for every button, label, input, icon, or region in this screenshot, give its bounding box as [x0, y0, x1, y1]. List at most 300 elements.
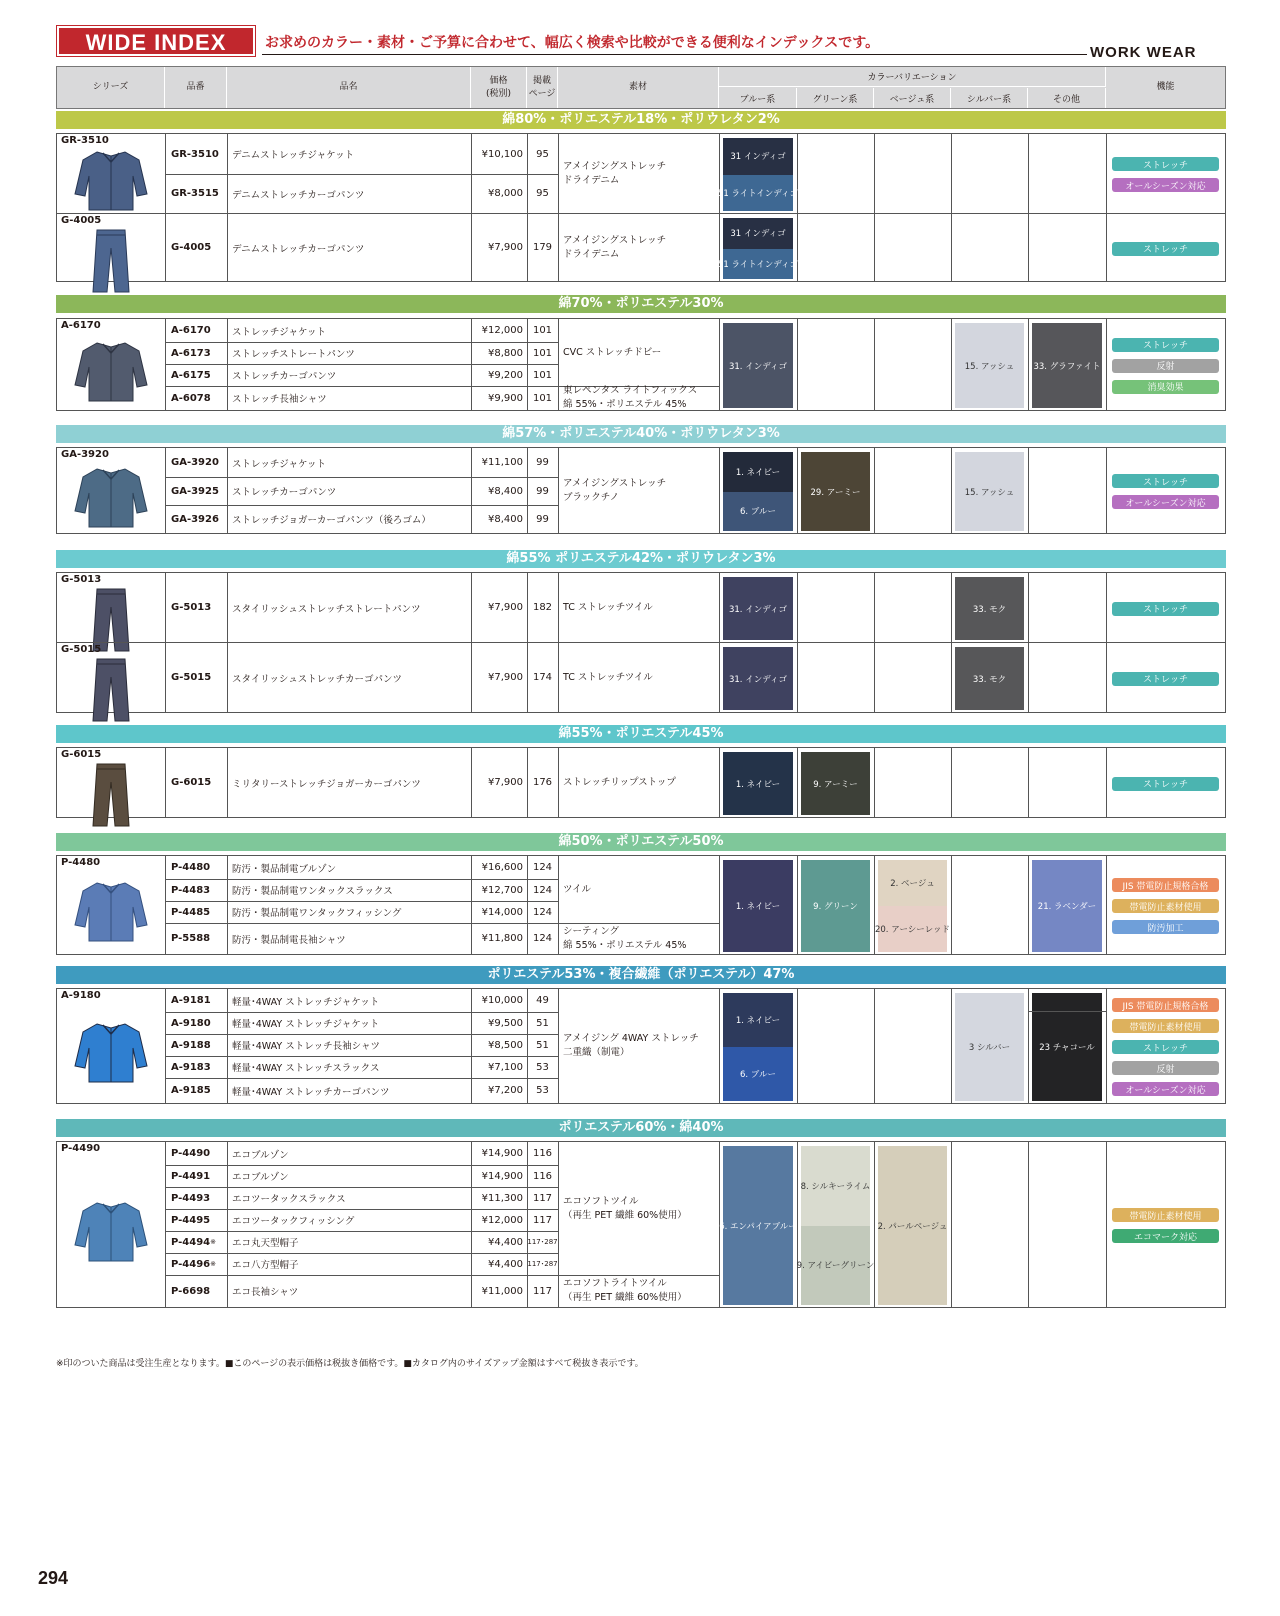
product-code: [171, 989, 211, 1012]
col-page: 掲載 ページ: [527, 67, 558, 108]
product-price: ¥7,900: [488, 777, 523, 788]
column-divider: [719, 989, 720, 1103]
series-label: G-5015: [61, 644, 102, 655]
product-price: ¥14,900: [481, 1148, 523, 1159]
product-code: [171, 856, 210, 879]
product-code: [171, 342, 211, 364]
product-code: [171, 448, 219, 477]
column-divider: [797, 214, 798, 281]
product-image-jacket-4way: [71, 1020, 151, 1088]
product-code-text: P-4491: [171, 1170, 211, 1182]
product-code-text: P-6698: [171, 1285, 211, 1297]
product-name: ストレッチカーゴパンツ: [232, 487, 337, 498]
column-divider: [1106, 134, 1107, 213]
product-code: [171, 573, 211, 642]
product-code: [171, 923, 210, 954]
column-divider: [951, 214, 952, 281]
color-swatch: 3 シルバー: [955, 993, 1024, 1101]
product-name: 軽量･4WAY ストレッチカーゴパンツ: [232, 1086, 390, 1098]
col-color-variation: カラーバリエーション: [719, 67, 1106, 87]
product-price: ¥8,800: [488, 347, 523, 359]
column-divider: [1106, 573, 1107, 642]
product-price: ¥11,800: [481, 933, 523, 944]
made-to-order-mark: ※: [210, 1260, 217, 1268]
product-price: ¥7,900: [488, 672, 523, 683]
product-code-text: A-6170: [171, 325, 211, 336]
column-divider: [558, 448, 559, 533]
category-label: WORK WEAR: [1090, 44, 1197, 61]
product-price: ¥10,000: [481, 995, 523, 1006]
feature-badge: ストレッチ: [1112, 1040, 1219, 1054]
product-code: [171, 319, 211, 342]
color-swatch: 9. アーミー: [801, 752, 870, 815]
product-code: [171, 1142, 210, 1165]
product-price: ¥10,100: [481, 148, 523, 160]
product-price: ¥12,700: [481, 884, 523, 896]
product-name: スタイリッシュストレッチストレートパンツ: [232, 603, 421, 615]
column-divider: [1106, 319, 1107, 410]
catalog-page: 95: [536, 188, 549, 199]
column-divider: [951, 1142, 952, 1307]
column-divider: [558, 643, 559, 712]
column-divider: [874, 134, 875, 213]
material-text: エコソフトライトツイル （再生 PET 繊維 60%使用）: [563, 1278, 687, 1303]
product-name: 軽量･4WAY ストレッチジャケット: [232, 1019, 380, 1030]
column-divider: [165, 748, 166, 817]
product-name: 軽量･4WAY ストレッチスラックス: [232, 1063, 380, 1074]
material-text: ストレッチリップストップ: [563, 776, 676, 788]
product-name: 防汚・製品制電ワンタックフィッシング: [232, 908, 402, 919]
column-divider: [558, 214, 559, 281]
catalog-page: 124: [532, 933, 553, 944]
section-band-4: 綿55%・ポリエステル45%: [56, 725, 1226, 743]
product-price: ¥11,100: [481, 457, 523, 468]
catalog-page: 99: [536, 485, 549, 497]
col-silver: シルバー系: [951, 88, 1028, 108]
column-divider: [1028, 573, 1029, 642]
product-code-text: P-4485: [171, 906, 211, 918]
product-name: 軽量･4WAY ストレッチジャケット: [232, 996, 380, 1008]
footnote: ※印のついた商品は受注生産となります。■このページの表示価格は税抜き価格です。■カタログ内のサイズアップ金額はすべて税抜き表示です。: [56, 1359, 644, 1369]
product-price: ¥9,500: [488, 1017, 523, 1029]
column-divider: [1028, 214, 1029, 281]
column-divider: [227, 643, 228, 712]
material-text: アメイジングストレッチ ドライデニム: [563, 160, 667, 186]
color-swatch: 6. ブルー: [723, 1047, 793, 1101]
column-divider: [1028, 748, 1029, 817]
product-price: ¥7,900: [488, 242, 523, 253]
series-label: A-6170: [61, 320, 101, 331]
column-divider: [165, 1142, 166, 1307]
product-name: 防汚・製品制電ワンタックスラックス: [232, 886, 393, 897]
product-group-GA-3920: [56, 447, 1226, 534]
column-divider: [797, 319, 798, 410]
color-swatch: 1. ネイビー: [723, 452, 793, 492]
product-name: ストレッチ長袖シャツ: [232, 394, 327, 405]
column-divider: [951, 134, 952, 213]
series-label: P-4480: [61, 857, 101, 868]
product-price: ¥8,400: [488, 485, 523, 497]
material-text: アメイジング 4WAY ストレッチ 二重織（制電）: [563, 1033, 699, 1058]
product-group-G-5015: [56, 642, 1226, 713]
column-divider: [951, 856, 952, 954]
product-name: ミリタリーストレッチジョガーカーゴパンツ: [232, 778, 421, 790]
product-code-text: P-4493: [171, 1192, 211, 1204]
column-divider: [1106, 989, 1107, 1103]
product-group-GR-3510: [56, 133, 1226, 214]
catalog-page: 53: [536, 1061, 549, 1073]
product-name: エコ丸天型帽子: [232, 1238, 299, 1249]
product-name: 軽量･4WAY ストレッチ長袖シャツ: [232, 1041, 380, 1052]
product-image-pants-denim: [89, 228, 133, 298]
product-price: ¥11,000: [481, 1285, 523, 1297]
catalog-page: 116: [532, 1148, 553, 1159]
product-code-text: P-4496: [171, 1258, 211, 1270]
product-price: ¥8,500: [488, 1039, 523, 1051]
product-name: エコツータックフィッシング: [232, 1216, 355, 1227]
column-divider: [1106, 214, 1107, 281]
product-group-G-4005: [56, 213, 1226, 282]
feature-badge: ストレッチ: [1112, 474, 1219, 488]
product-name: デニムストレッチジャケット: [232, 150, 355, 161]
product-name: デニムストレッチカーゴパンツ: [232, 189, 365, 201]
color-swatch: 23 チャコール: [1032, 993, 1102, 1101]
color-swatch: 31. インディゴ: [723, 323, 793, 408]
product-code-text: G-4005: [171, 242, 212, 253]
column-divider: [1106, 643, 1107, 712]
material-text: TC ストレッチツイル: [563, 671, 653, 683]
feature-badge: エコマーク対応: [1112, 1229, 1219, 1243]
column-divider: [797, 856, 798, 954]
column-divider: [1028, 1142, 1029, 1307]
product-code: [171, 1034, 211, 1056]
col-beige: ベージュ系: [874, 88, 951, 108]
column-divider: [227, 1142, 228, 1307]
color-swatch: 1. ネイビー: [723, 860, 793, 952]
column-divider: [951, 319, 952, 410]
column-divider: [797, 134, 798, 213]
feature-badge: 帯電防止素材使用: [1112, 1208, 1219, 1222]
feature-badge: JIS 帯電防止規格合格: [1112, 998, 1219, 1012]
section-band-5: 綿50%・ポリエステル50%: [56, 833, 1226, 851]
color-swatch: 1. ネイビー: [723, 752, 793, 815]
product-code: [171, 879, 210, 901]
product-code-text: GA-3920: [171, 457, 219, 468]
catalog-page: 124: [532, 862, 553, 873]
product-price: ¥12,000: [481, 325, 523, 336]
column-divider: [165, 989, 166, 1103]
column-divider: [165, 448, 166, 533]
product-code-text: A-9188: [171, 1039, 211, 1051]
color-swatch: 9. グリーン: [801, 860, 870, 952]
column-divider: [951, 989, 952, 1103]
catalog-page: 49: [536, 995, 549, 1006]
column-divider: [797, 748, 798, 817]
catalog-page: 117･287: [527, 1260, 558, 1268]
column-divider: [951, 448, 952, 533]
page-number: 294: [38, 1568, 69, 1588]
catalog-page: 51: [536, 1017, 549, 1029]
column-divider: [558, 573, 559, 642]
material-text: TC ストレッチツイル: [563, 601, 653, 613]
series-label: GA-3920: [61, 449, 109, 460]
product-price: ¥4,400: [488, 1258, 523, 1270]
column-divider: [558, 1142, 559, 1307]
column-divider: [558, 134, 559, 213]
feature-badge: ストレッチ: [1112, 602, 1219, 616]
product-name: エコ八方型帽子: [232, 1260, 299, 1271]
color-swatch: 51 ライトインディゴ: [723, 175, 793, 212]
product-code: [171, 364, 211, 386]
column-divider: [719, 319, 720, 410]
index-description: お求めのカラー・素材・ご予算に合わせて、幅広く検索や比較ができる便利なインデックスです。: [265, 35, 880, 51]
column-divider: [874, 643, 875, 712]
color-swatch: 20. アーシーレッド: [878, 906, 947, 952]
feature-badge: 帯電防止素材使用: [1112, 1019, 1219, 1033]
feature-badge: オールシーズン対応: [1112, 178, 1219, 192]
color-swatch: 1. ネイビー: [723, 993, 793, 1047]
product-code-text: A-6173: [171, 347, 211, 359]
product-price: ¥9,200: [488, 369, 523, 381]
color-swatch: 51 ライトインディゴ: [723, 249, 793, 280]
catalog-page: 117: [532, 1192, 553, 1204]
column-divider: [797, 573, 798, 642]
product-code: [171, 1253, 216, 1275]
section-band-1: 綿70%・ポリエステル30%: [56, 295, 1226, 313]
product-code-text: A-9180: [171, 1017, 211, 1029]
column-divider: [1028, 319, 1029, 410]
catalog-page: 101: [532, 369, 553, 381]
product-image-pants-jogger: [89, 762, 133, 832]
product-code-text: A-9185: [171, 1085, 211, 1096]
column-divider: [165, 214, 166, 281]
product-price: ¥7,200: [488, 1085, 523, 1096]
color-swatch: 15. アッシュ: [955, 323, 1024, 408]
column-divider: [719, 573, 720, 642]
column-divider: [719, 214, 720, 281]
wide-index-badge: WIDE INDEX: [57, 26, 255, 56]
feature-badge: 帯電防止素材使用: [1112, 899, 1219, 913]
product-price: ¥11,300: [481, 1192, 523, 1204]
series-label: P-4490: [61, 1143, 101, 1154]
catalog-page: 182: [532, 602, 553, 613]
color-swatch: 31. インディゴ: [723, 647, 793, 710]
column-divider: [558, 856, 559, 954]
column-divider: [1028, 989, 1029, 1103]
col-function: 機能: [1156, 82, 1175, 93]
column-divider: [797, 1142, 798, 1307]
section-band-2: 綿57%・ポリエステル40%・ポリウレタン3%: [56, 425, 1226, 443]
product-code-text: A-6175: [171, 369, 211, 381]
column-divider: [719, 856, 720, 954]
catalog-page: 174: [532, 672, 553, 683]
product-code: [171, 214, 211, 281]
catalog-page: 179: [532, 242, 553, 253]
product-name: デニムストレッチカーゴパンツ: [232, 243, 365, 255]
product-name: ストレッチカーゴパンツ: [232, 371, 337, 382]
product-image-jacket-denim: [71, 148, 151, 216]
catalog-page: 117: [532, 1285, 553, 1297]
product-image-blouson-eco: [71, 1199, 151, 1267]
col-series: シリーズ: [57, 67, 165, 108]
col-blue: ブルー系: [719, 88, 797, 108]
section-band-7: ポリエステル60%・綿40%: [56, 1119, 1226, 1137]
column-divider: [558, 989, 559, 1103]
column-divider: [227, 989, 228, 1103]
feature-badge: 防汚加工: [1112, 920, 1219, 934]
column-divider: [558, 319, 559, 410]
product-name: 防汚・製品制電ブルゾン: [232, 863, 337, 875]
product-group-P-4480: [56, 855, 1226, 955]
catalog-page: 51: [536, 1039, 549, 1051]
column-divider: [165, 856, 166, 954]
material-text: ツイル: [563, 883, 592, 895]
material-text: 東レペンタス ライトフィックス 綿 55%・ポリエステル 45%: [563, 385, 698, 410]
product-image-jacket-grey: [71, 339, 151, 407]
catalog-page: 101: [532, 392, 553, 404]
color-swatch: 15. アッシュ: [955, 452, 1024, 531]
product-name: エコブルゾン: [232, 1172, 289, 1183]
product-code-text: A-9181: [171, 995, 211, 1006]
product-code: [171, 386, 211, 410]
column-divider: [719, 448, 720, 533]
color-swatch: 31. インディゴ: [723, 577, 793, 640]
catalog-page: 99: [536, 457, 549, 468]
product-code-text: A-9183: [171, 1061, 211, 1073]
col-green: グリーン系: [797, 88, 874, 108]
product-code: [171, 505, 219, 533]
column-divider: [1106, 1142, 1107, 1307]
color-swatch: 6. エンパイアブルー: [723, 1146, 793, 1305]
product-image-blouson-blue: [71, 879, 151, 947]
color-swatch: 31 インディゴ: [723, 218, 793, 249]
color-swatch: 33. モク: [955, 577, 1024, 640]
product-code: [171, 1012, 211, 1034]
column-divider: [874, 448, 875, 533]
feature-badge: ストレッチ: [1112, 777, 1219, 791]
column-divider: [1028, 134, 1029, 213]
column-divider: [227, 573, 228, 642]
column-divider: [227, 856, 228, 954]
column-divider: [951, 573, 952, 642]
column-divider: [874, 214, 875, 281]
column-divider: [1106, 856, 1107, 954]
table-header: [56, 66, 1226, 109]
column-divider: [719, 643, 720, 712]
color-swatch: 21. ラベンダー: [1032, 860, 1102, 952]
product-group-P-4490: [56, 1141, 1226, 1308]
header-rule: [262, 54, 1087, 55]
col-material: 素材: [558, 67, 719, 108]
feature-badge: オールシーズン対応: [1112, 495, 1219, 509]
product-group-G-5013: [56, 572, 1226, 643]
catalog-page: 176: [532, 777, 553, 788]
color-swatch: 8. シルキーライム: [801, 1146, 870, 1226]
color-swatch: 6. ブルー: [723, 492, 793, 532]
col-name: 品名: [227, 67, 471, 108]
section-band-6: ポリエステル53%・複合繊維（ポリエステル）47%: [56, 966, 1226, 984]
feature-badge: 消臭効果: [1112, 380, 1219, 394]
product-price: ¥16,600: [481, 862, 523, 873]
product-code-text: G-5013: [171, 602, 212, 613]
product-price: ¥8,400: [488, 513, 523, 525]
column-divider: [797, 448, 798, 533]
feature-badge: ストレッチ: [1112, 672, 1219, 686]
feature-badge: ストレッチ: [1112, 242, 1219, 256]
color-swatch: 29. アーミー: [801, 452, 870, 531]
product-price: ¥9,900: [488, 392, 523, 404]
product-code: [171, 901, 210, 923]
product-code-text: P-5588: [171, 933, 211, 944]
column-divider: [1028, 856, 1029, 954]
product-price: ¥14,000: [481, 906, 523, 918]
column-divider: [874, 573, 875, 642]
material-text: シーティング 綿 55%・ポリエステル 45%: [563, 925, 687, 951]
swatch-divider: [1028, 1011, 1106, 1012]
column-divider: [951, 643, 952, 712]
column-divider: [874, 856, 875, 954]
catalog-page: 124: [532, 884, 553, 896]
column-divider: [1106, 448, 1107, 533]
column-divider: [874, 989, 875, 1103]
product-code: [171, 174, 219, 213]
catalog-page: 99: [536, 513, 549, 525]
product-code: [171, 643, 211, 712]
catalog-page: 117･287: [527, 1238, 558, 1246]
color-swatch: 2. ベージュ: [878, 860, 947, 906]
series-label: GR-3510: [61, 135, 109, 146]
product-code: [171, 1165, 210, 1187]
product-code-text: A-6078: [171, 392, 211, 404]
product-name: エコブルゾン: [232, 1149, 289, 1161]
product-name: スタイリッシュストレッチカーゴパンツ: [232, 673, 402, 685]
product-code-text: P-4495: [171, 1214, 211, 1226]
catalog-page: 124: [532, 906, 553, 918]
product-name: ストレッチストレートパンツ: [232, 349, 355, 360]
color-swatch: 9. アイビーグリーン: [801, 1226, 870, 1306]
series-label: G-4005: [61, 215, 102, 226]
feature-badge: 反射: [1112, 1061, 1219, 1075]
feature-badge: オールシーズン対応: [1112, 1082, 1219, 1096]
product-code: [171, 477, 219, 505]
column-divider: [874, 319, 875, 410]
catalog-page: 95: [536, 148, 549, 160]
feature-badge: JIS 帯電防止規格合格: [1112, 878, 1219, 892]
material-text: アメイジングストレッチ ドライデニム: [563, 234, 667, 260]
product-group-G-6015: [56, 747, 1226, 818]
material-text: エコソフトツイル （再生 PET 繊維 60%使用）: [563, 1195, 687, 1221]
column-divider: [719, 134, 720, 213]
product-code-text: GR-3515: [171, 188, 219, 199]
material-text: CVC ストレッチドビー: [563, 346, 662, 358]
column-divider: [874, 748, 875, 817]
product-code-text: GR-3510: [171, 148, 219, 160]
column-divider: [165, 643, 166, 712]
product-code-text: G-6015: [171, 777, 212, 788]
product-code-text: P-4494: [171, 1236, 211, 1248]
product-code: [171, 1078, 211, 1103]
product-price: ¥12,000: [481, 1214, 523, 1226]
column-divider: [1028, 643, 1029, 712]
column-divider: [227, 748, 228, 817]
feature-badge: 反射: [1112, 359, 1219, 373]
product-name: ストレッチジャケット: [232, 458, 327, 470]
column-divider: [797, 643, 798, 712]
product-code: [171, 1209, 210, 1231]
col-price: 価格 (税別): [471, 67, 527, 108]
column-divider: [227, 214, 228, 281]
feature-badge: ストレッチ: [1112, 338, 1219, 352]
